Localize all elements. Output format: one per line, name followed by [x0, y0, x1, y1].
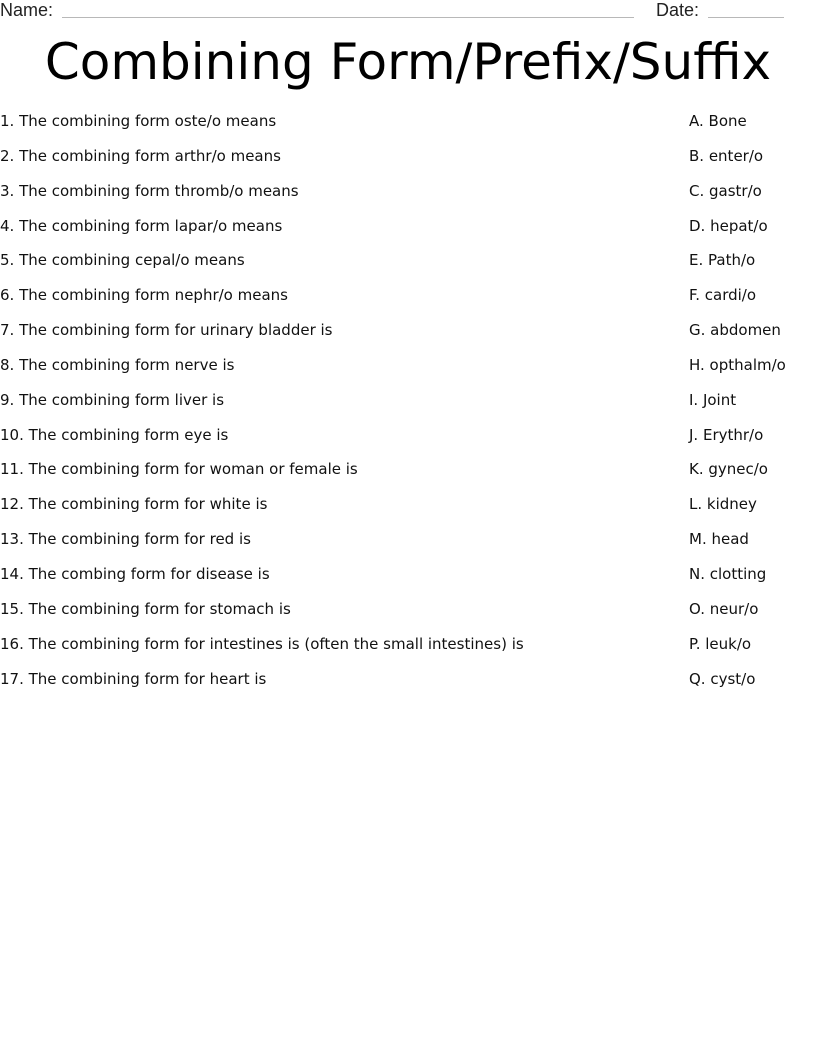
question-item: 14. The combing form for disease is — [0, 564, 270, 583]
answer-choice: P. leuk/o — [689, 634, 752, 653]
answer-choice: M. head — [689, 530, 749, 549]
question-item: 2. The combining form arthr/o means — [0, 146, 281, 165]
question-item: 12. The combining form for white is — [0, 495, 268, 514]
answer-choice: A. Bone — [689, 112, 747, 130]
worksheet-header — [0, 0, 816, 24]
worksheet-title: Combining Form/Prefix/Suffix — [44, 33, 772, 91]
question-item: 11. The combining form for woman or female is — [0, 460, 358, 479]
name-label: Name: — [0, 0, 54, 20]
question-item: 1. The combining form oste/o means — [0, 112, 277, 130]
question-item: 9. The combining form liver is — [0, 390, 225, 409]
question-item: 16. The combining form for intestines is (often the small intestines) is — [0, 634, 524, 653]
answer-choice: Q. cyst/o — [689, 669, 756, 688]
date-blank-line — [708, 17, 784, 18]
question-item: 6. The combining form nephr/o means — [0, 286, 288, 305]
answer-choice: D. hepat/o — [689, 216, 768, 235]
name-blank-line — [62, 17, 634, 18]
question-item: 7. The combining form for urinary bladder is — [0, 321, 333, 340]
question-item: 13. The combining form for red is — [0, 530, 251, 549]
answer-choice: N. clotting — [689, 564, 767, 583]
questions-list — [0, 111, 670, 703]
answer-choice: E. Path/o — [689, 251, 756, 270]
answer-choice: C. gastr/o — [689, 181, 762, 200]
answer-choice: H. opthalm/o — [689, 355, 786, 374]
answer-choice: J. Erythr/o — [689, 425, 764, 444]
question-item: 5. The combining cepal/o means — [0, 251, 245, 270]
question-item: 15. The combining form for stomach is — [0, 599, 291, 618]
date-label: Date: — [656, 0, 700, 20]
answer-choice: I. Joint — [689, 390, 737, 409]
question-item: 8. The combining form nerve is — [0, 355, 235, 374]
answer-choice: G. abdomen — [689, 321, 781, 340]
answer-choice: O. neur/o — [689, 599, 759, 618]
question-item: 3. The combining form thromb/o means — [0, 181, 299, 200]
answer-choice: L. kidney — [689, 495, 757, 514]
question-item: 10. The combining form eye is — [0, 425, 229, 444]
question-item: 4. The combining form lapar/o means — [0, 216, 283, 235]
question-item: 17. The combining form for heart is — [0, 669, 267, 688]
answer-choice: K. gynec/o — [689, 460, 768, 479]
answer-choices-list — [689, 111, 816, 703]
answer-choice: B. enter/o — [689, 146, 764, 165]
answer-choice: F. cardi/o — [689, 286, 757, 305]
